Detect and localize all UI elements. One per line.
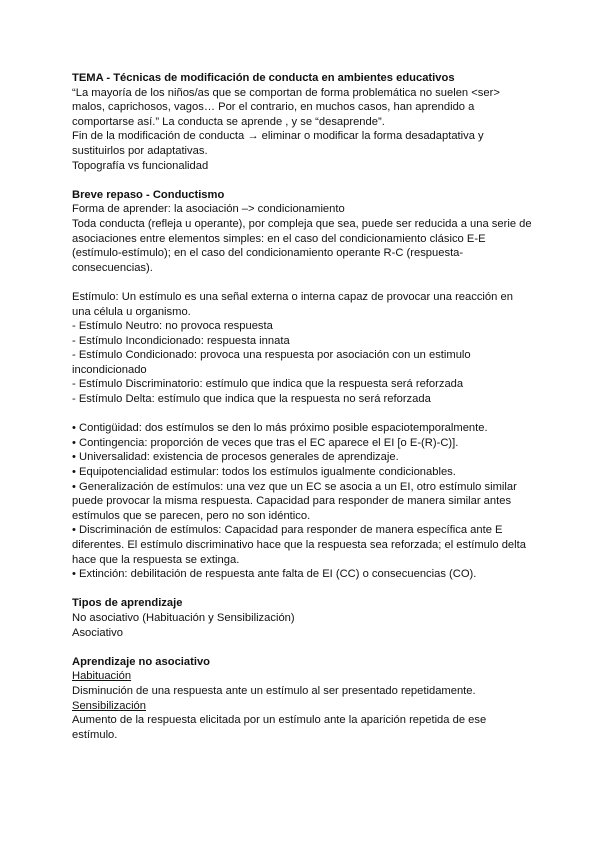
intro-topography: Topografía vs funcionalidad <box>72 159 209 172</box>
nonassoc-heading: Aprendizaje no asociativo <box>72 655 211 668</box>
topic-heading <box>72 71 532 86</box>
topic-label: TEMA <box>72 72 104 84</box>
stimulus-item: - Estímulo Incondicionado: respuesta innata <box>72 334 290 347</box>
bullet-item: • Generalización de estímulos: una vez que un EC se asocia a un EI, otro estímulo similar puede provocar la misma respuesta. Capacidad para responder de manera similar antes estímulos que se parecen, pero no son idéntico. <box>72 480 517 522</box>
bullet-item: • Universalidad: existencia de procesos generales de aprendizaje. <box>72 451 399 464</box>
document-page <box>72 71 532 742</box>
types-item: No asociativo (Habituación y Sensibilización) <box>72 611 295 624</box>
spacer <box>72 173 532 188</box>
types-heading: Tipos de aprendizaje <box>72 597 183 610</box>
spacer <box>72 407 532 422</box>
stimulus-item: - Estímulo Discriminatorio: estímulo que indica que la respuesta será reforzada <box>72 378 464 391</box>
review-line-1: Forma de aprender: la asociación –> condicionamiento <box>72 203 345 216</box>
bullet-item: • Contigüidad: dos estímulos se den lo más próximo posible espaciotemporalmente. <box>72 422 488 435</box>
intro-quote: “La mayoría de los niños/as que se comportan de forma problemática no suelen <ser> malos, caprichosos, vagos… Por el contrario, en muchos casos, han aprendido a comportarse así.” La conducta se aprende , y se “desaprende”. <box>72 86 500 128</box>
stimulus-definition: Estímulo: Un estímulo es una señal externa o interna capaz de provocar una reacción en una célula u organismo. <box>72 290 513 318</box>
topic-title: - Técnicas de modificación de conducta en ambientes educativos <box>103 72 455 84</box>
spacer <box>72 275 532 290</box>
sensitization-title: Sensibilización <box>72 699 147 712</box>
review-line-2: Toda conducta (refleja u operante), por compleja que sea, puede ser reducida a una serie de asociaciones entre elementos simples: en el caso del condicionamiento clásico E-E (estímulo-estímulo); en el caso del condicionamiento operante R-C (respuesta-consecuencias). <box>72 217 532 274</box>
bullet-item: • Equipotencialidad estimular: todos los estímulos igualmente condicionables. <box>72 466 456 479</box>
stimulus-item: - Estímulo Neutro: no provoca respuesta <box>72 320 273 333</box>
stimulus-item: - Estímulo Delta: estímulo que indica que la respuesta no será reforzada <box>72 393 431 406</box>
spacer <box>72 640 532 655</box>
spacer <box>72 582 532 597</box>
bullet-item: • Contingencia: proporción de veces que tras el EC aparece el EI [o E-(R)-C)]. <box>72 436 459 449</box>
stimulus-item: - Estímulo Condicionado: provoca una respuesta por asociación con un estimulo incondicionado <box>72 349 471 376</box>
habituation-text: Disminución de una respuesta ante un estímulo al ser presentado repetidamente. <box>72 684 476 697</box>
sensitization-text: Aumento de la respuesta elicitada por un estímulo ante la aparición repetida de ese estímulo. <box>72 714 487 741</box>
bullet-item: • Extinción: debilitación de respuesta ante falta de EI (CC) o consecuencias (CO). <box>72 568 477 581</box>
review-heading: Breve repaso - Conductismo <box>72 188 225 201</box>
intro-goal: Fin de la modificación de conducta → eliminar o modificar la forma desadaptativa y sustituirlos por adaptativas. <box>72 130 484 157</box>
bullet-item: • Discriminación de estímulos: Capacidad para responder de manera específica ante E diferentes. El estímulo discriminativo hace que la respuesta sea reforzada; el estímulo delta hace que la respuesta se extinga. <box>72 524 526 566</box>
types-item: Asociativo <box>72 626 123 639</box>
habituation-title: Habituación <box>72 670 132 683</box>
